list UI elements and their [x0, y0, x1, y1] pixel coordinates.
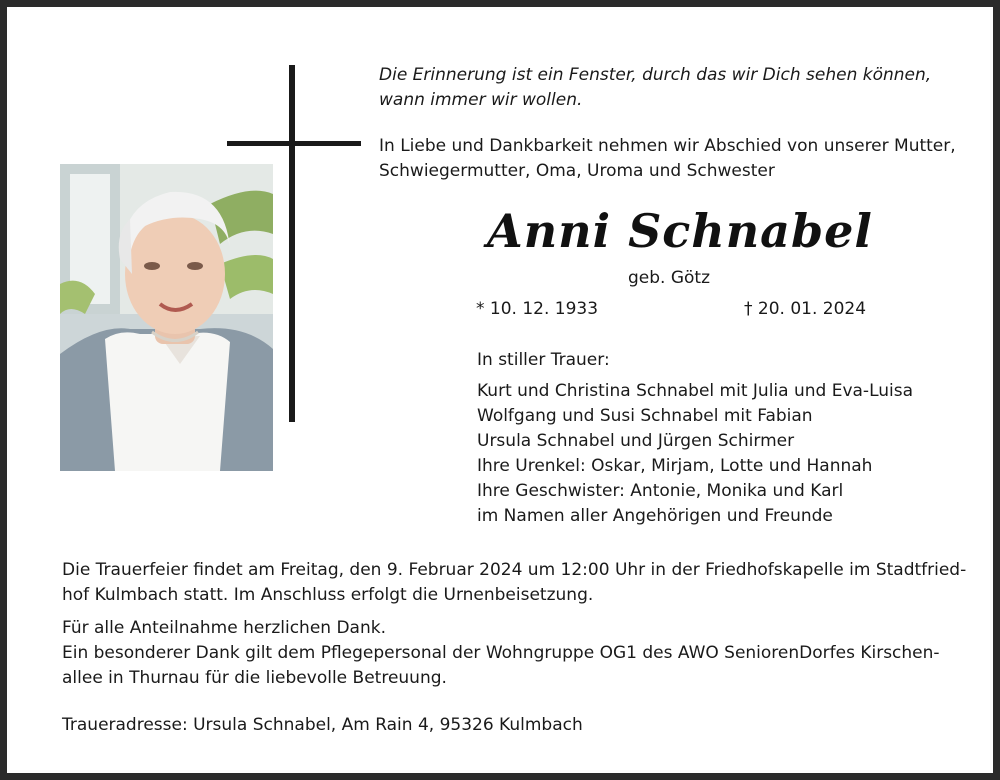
- ceremony-line: hof Kulmbach statt. Im Anschluss erfolgt die Urnenbeisetzung.: [62, 585, 594, 605]
- mourning-heading: In stiller Trauer:: [477, 350, 610, 370]
- portrait-illustration: [60, 164, 273, 471]
- mourner-entry: Ihre Geschwister: Antonie, Monika und Karl: [477, 481, 844, 501]
- thanks-line: allee in Thurnau für die liebevolle Betreuung.: [62, 668, 447, 688]
- quote-line: Die Erinnerung ist ein Fenster, durch das wir Dich sehen können,: [379, 65, 932, 85]
- intro-line: In Liebe und Dankbarkeit nehmen wir Abschied von unserer Mutter,: [379, 136, 956, 156]
- maiden-name: geb. Götz: [628, 268, 711, 288]
- portrait-photo: [60, 164, 273, 471]
- thanks-line: Ein besonderer Dank gilt dem Pflegepersonal der Wohngruppe OG1 des AWO SeniorenDorfes Kirschen-: [62, 643, 940, 663]
- memorial-quote: [379, 63, 931, 113]
- thanks-line: Für alle Anteilnahme herzlichen Dank.: [62, 618, 386, 638]
- mourner-entry: Kurt und Christina Schnabel mit Julia und Eva-Luisa: [477, 381, 914, 401]
- cross-icon-horizontal-bar: [227, 141, 361, 146]
- deceased-name: Anni Schnabel: [487, 204, 873, 258]
- mourner-entry: Wolfgang und Susi Schnabel mit Fabian: [477, 406, 813, 426]
- mourners-list: [477, 379, 913, 529]
- farewell-intro: [379, 134, 956, 184]
- thanks-note: [62, 616, 940, 691]
- mourning-address: Traueradresse: Ursula Schnabel, Am Rain 4, 95326 Kulmbach: [62, 715, 583, 735]
- birth-date: * 10. 12. 1933: [476, 299, 599, 319]
- intro-line: Schwiegermutter, Oma, Uroma und Schwester: [379, 161, 775, 181]
- mourner-entry: Ihre Urenkel: Oskar, Mirjam, Lotte und Hannah: [477, 456, 873, 476]
- death-date: † 20. 01. 2024: [744, 299, 867, 319]
- ceremony-line: Die Trauerfeier findet am Freitag, den 9. Februar 2024 um 12:00 Uhr in der Friedhofskapelle im Stadtfried-: [62, 560, 967, 580]
- mourner-entry: Ursula Schnabel und Jürgen Schirmer: [477, 431, 795, 451]
- mourner-entry: im Namen aller Angehörigen und Freunde: [477, 506, 833, 526]
- quote-line: wann immer wir wollen.: [379, 90, 583, 110]
- ceremony-info: [62, 558, 966, 608]
- cross-icon-vertical-bar: [289, 65, 295, 422]
